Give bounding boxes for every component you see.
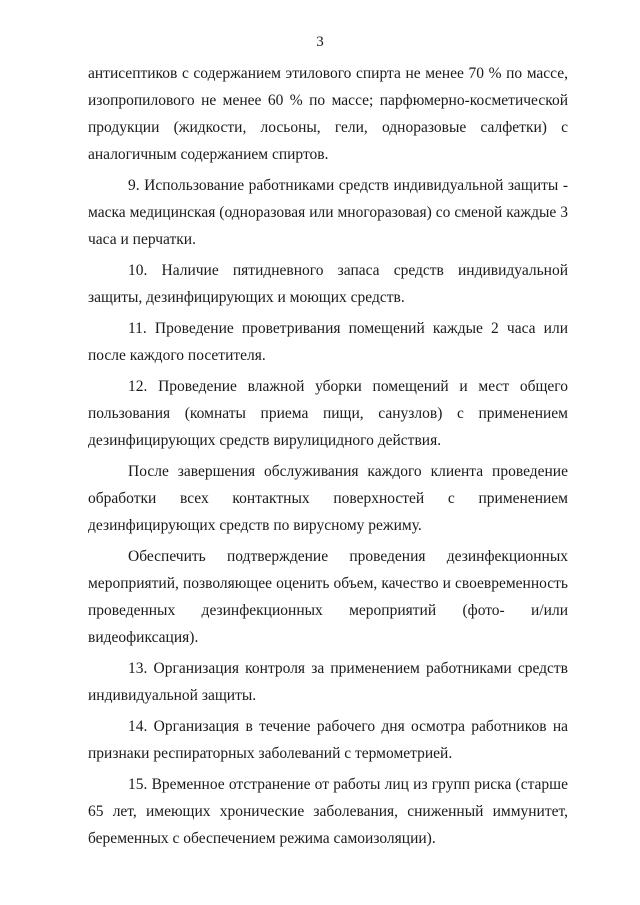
document-body [88, 60, 568, 856]
paragraph-disinfection-confirmation: Обеспечить подтверждение проведения дезинфекционных мероприятий, позволяющее оценить объем, качество и своевременность проведенных дезинфекционных мероприятий (фото- и/или видеофиксация). [88, 548, 568, 646]
paragraph-item-12: 12. Проведение влажной уборки помещений и мест общего пользования (комнаты приема пищи, санузлов) с применением дезинфицирующих средств вирулицидного действия. [88, 378, 568, 449]
paragraph-item-13: 13. Организация контроля за применением работниками средств индивидуальной защиты. [88, 660, 568, 704]
paragraph-cleaning-after-client: После завершения обслуживания каждого клиента проведение обработки всех контактных поверхностей с применением дезинфицирующих средств по вирусному режиму. [88, 463, 568, 534]
page-number: 3 [316, 34, 324, 50]
paragraph-item-10: 10. Наличие пятидневного запаса средств индивидуальной защиты, дезинфицирующих и моющих средств. [88, 262, 568, 306]
paragraph-item-11: 11. Проведение проветривания помещений каждые 2 часа или после каждого посетителя. [88, 320, 568, 364]
paragraph-continuation: антисептиков с содержанием этилового спирта не менее 70 % по массе, изопропилового не менее 60 % по массе; парфюмерно-косметической продукции (жидкости, лосьоны, гели, одноразовые салфетки) с аналогичным содержанием спиртов. [88, 65, 568, 163]
paragraph-item-15: 15. Временное отстранение от работы лиц из групп риска (старше 65 лет, имеющих хронические заболевания, сниженный иммунитет, беременных с обеспечением режима самоизоляции). [88, 776, 568, 847]
paragraph-item-14: 14. Организация в течение рабочего дня осмотра работников на признаки респираторных заболеваний с термометрией. [88, 718, 568, 762]
paragraph-item-9: 9. Использование работниками средств индивидуальной защиты - маска медицинская (одноразовая или многоразовая) со сменой каждые 3 часа и перчатки. [88, 177, 568, 248]
